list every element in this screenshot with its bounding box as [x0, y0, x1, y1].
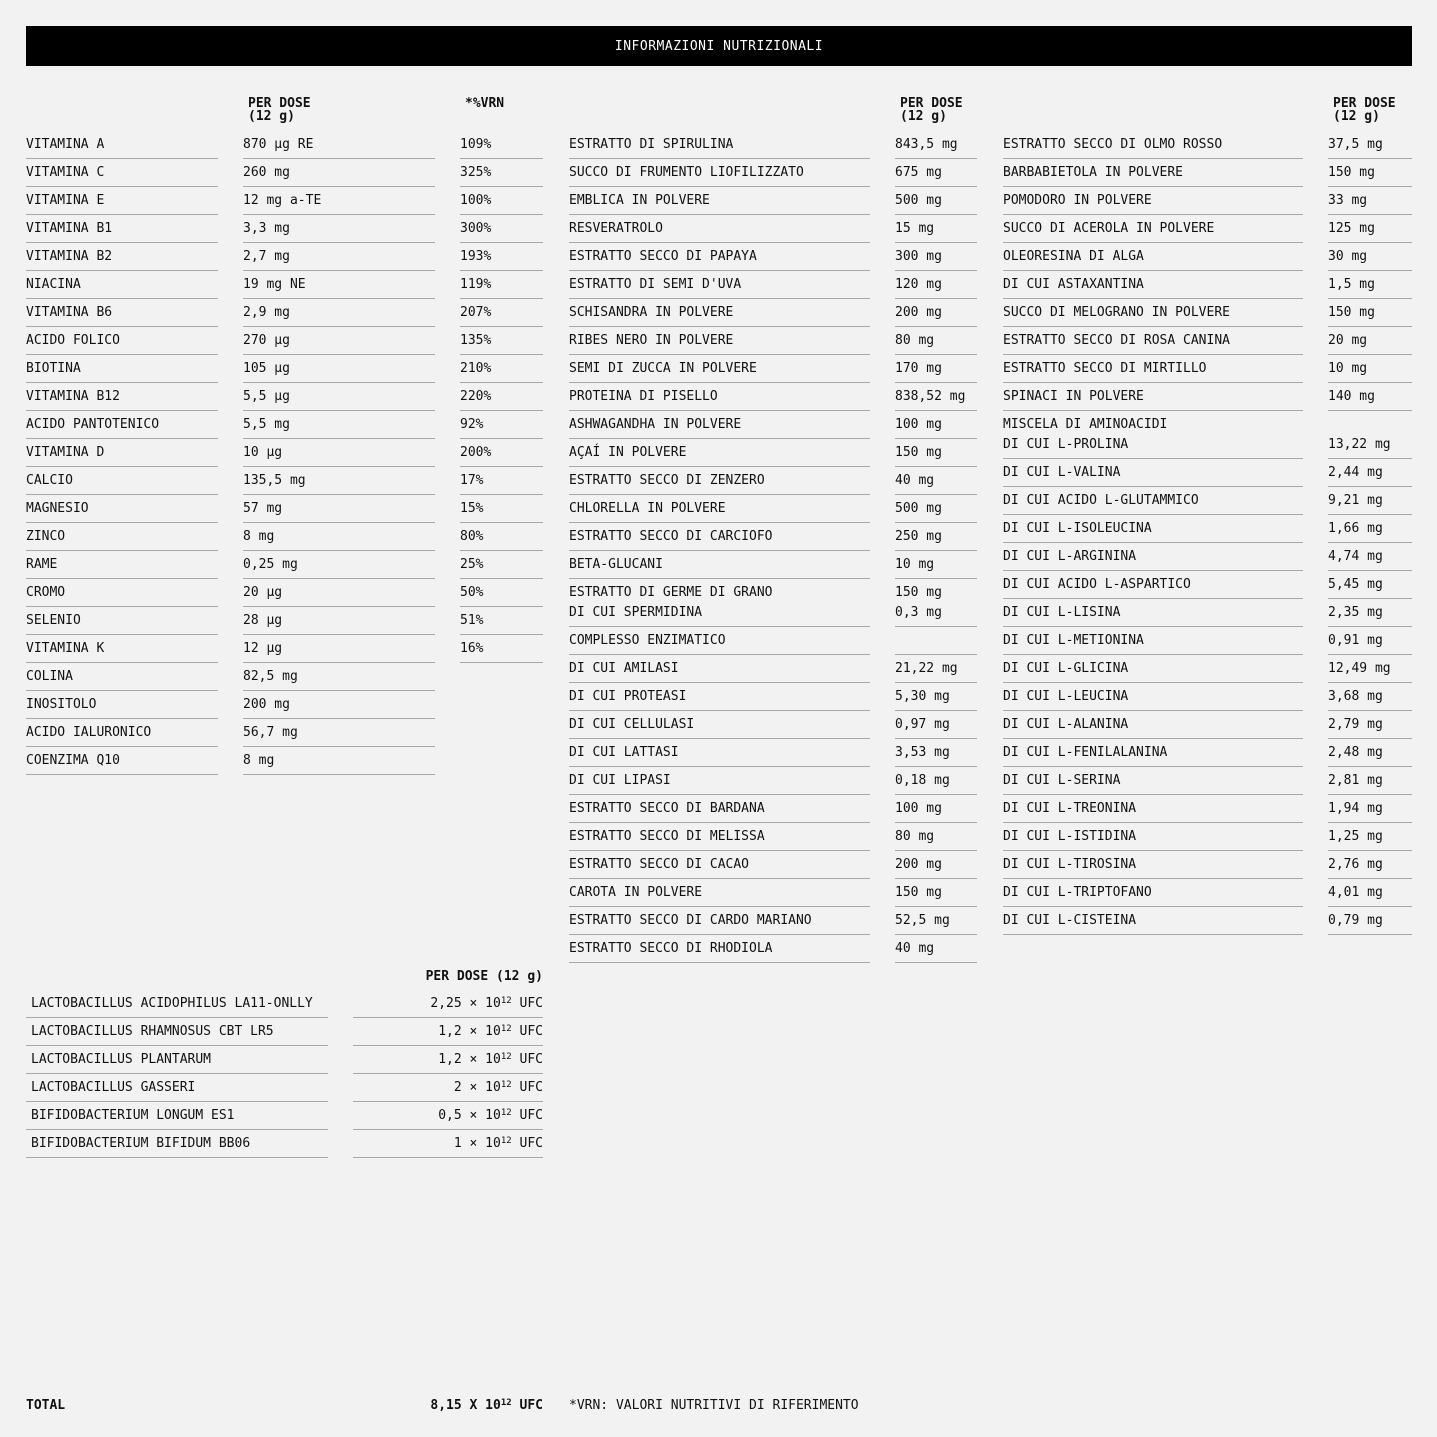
ingredient-dose: 1,94 mg	[1328, 795, 1412, 823]
nutrient-vrn: 16%	[460, 635, 543, 663]
ingredient-name: DI CUI LIPASI	[569, 767, 870, 795]
col1-vrn-header: *%VRN	[465, 96, 505, 111]
nutrient-vrn: 15%	[460, 495, 543, 523]
ingredient-dose: 150 mg	[895, 439, 977, 467]
nutrient-dose: 2,9 mg	[243, 299, 435, 327]
nutrient-dose: 270 µg	[243, 327, 435, 355]
nutrient-name: VITAMINA C	[26, 159, 218, 187]
probiotic-name: BIFIDOBACTERIUM BIFIDUM BB06	[26, 1130, 328, 1158]
ingredient-dose: 10 mg	[895, 551, 977, 579]
ingredient-dose: 52,5 mg	[895, 907, 977, 935]
ingredient-dose: 20 mg	[1328, 327, 1412, 355]
nutrient-vrn: 100%	[460, 187, 543, 215]
nutrient-name: MAGNESIO	[26, 495, 218, 523]
nutrient-name: INOSITOLO	[26, 691, 218, 719]
ingredient-dose: 300 mg	[895, 243, 977, 271]
ingredient-name: ESTRATTO DI GERME DI GRANO DI CUI SPERMIDINA	[569, 579, 870, 627]
ingredient-name: SCHISANDRA IN POLVERE	[569, 299, 870, 327]
ingredient-dose: 0,18 mg	[895, 767, 977, 795]
nutrient-dose: 82,5 mg	[243, 663, 435, 691]
ingredient-name: ASHWAGANDHA IN POLVERE	[569, 411, 870, 439]
ingredient-dose: 5,30 mg	[895, 683, 977, 711]
ingredient-name: SPINACI IN POLVERE	[1003, 383, 1303, 411]
ingredient-dose: 2,76 mg	[1328, 851, 1412, 879]
nutrient-name: COENZIMA Q10	[26, 747, 218, 775]
ingredient-name: PROTEINA DI PISELLO	[569, 383, 870, 411]
nutrient-vrn: 200%	[460, 439, 543, 467]
probiotic-name: LACTOBACILLUS GASSERI	[26, 1074, 328, 1102]
nutrient-vrn: 51%	[460, 607, 543, 635]
ingredient-dose: 5,45 mg	[1328, 571, 1412, 599]
ingredient-name: CHLORELLA IN POLVERE	[569, 495, 870, 523]
ingredient-dose: 140 mg	[1328, 383, 1412, 411]
ingredient-name: DI CUI ACIDO L-GLUTAMMICO	[1003, 487, 1303, 515]
ingredient-name: SUCCO DI MELOGRANO IN POLVERE	[1003, 299, 1303, 327]
ingredient-dose: 1,66 mg	[1328, 515, 1412, 543]
ingredient-name: DI CUI L-LISINA	[1003, 599, 1303, 627]
nutrient-dose: 8 mg	[243, 747, 435, 775]
total-value: 8,15 X $10^{12}$ UFC	[430, 1398, 543, 1413]
ingredient-dose: 12,49 mg	[1328, 655, 1412, 683]
nutrient-name: VITAMINA A	[26, 131, 218, 159]
ingredient-name: DI CUI L-GLICINA	[1003, 655, 1303, 683]
nutrient-dose: 260 mg	[243, 159, 435, 187]
ingredient-name: CAROTA IN POLVERE	[569, 879, 870, 907]
nutrient-name: VITAMINA B1	[26, 215, 218, 243]
nutrient-dose: 12 mg a-TE	[243, 187, 435, 215]
ingredient-name: ESTRATTO SECCO DI MIRTILLO	[1003, 355, 1303, 383]
nutrient-name: ACIDO FOLICO	[26, 327, 218, 355]
col2-dose-header: PER DOSE (12 g)	[900, 96, 963, 124]
nutrient-dose: 135,5 mg	[243, 467, 435, 495]
ingredient-dose: 675 mg	[895, 159, 977, 187]
nutrient-name: RAME	[26, 551, 218, 579]
ingredient-dose: 15 mg	[895, 215, 977, 243]
ingredient-name: ESTRATTO SECCO DI ZENZERO	[569, 467, 870, 495]
ingredient-dose: 80 mg	[895, 327, 977, 355]
nutrient-dose: 200 mg	[243, 691, 435, 719]
nutrient-dose: 10 µg	[243, 439, 435, 467]
nutrient-dose: 56,7 mg	[243, 719, 435, 747]
nutrient-vrn: 25%	[460, 551, 543, 579]
ingredient-dose: 3,53 mg	[895, 739, 977, 767]
ingredient-dose: 33 mg	[1328, 187, 1412, 215]
nutrient-name: BIOTINA	[26, 355, 218, 383]
ingredient-name: MISCELA DI AMINOACIDI DI CUI L-PROLINA	[1003, 411, 1303, 459]
ingredient-name: AÇAÍ IN POLVERE	[569, 439, 870, 467]
nutrient-vrn: 300%	[460, 215, 543, 243]
probiotic-dose: $2 \times 10^{12}$ UFC	[353, 1074, 543, 1102]
nutrient-dose: 5,5 µg	[243, 383, 435, 411]
ingredient-name: DI CUI L-VALINA	[1003, 459, 1303, 487]
ingredient-dose: 0,97 mg	[895, 711, 977, 739]
total-label: TOTAL	[26, 1398, 66, 1413]
ingredient-name: ESTRATTO SECCO DI CARDO MARIANO	[569, 907, 870, 935]
ingredient-name: DI CUI AMILASI	[569, 655, 870, 683]
nutrient-dose: 870 µg RE	[243, 131, 435, 159]
nutrient-name: COLINA	[26, 663, 218, 691]
probiotic-name: LACTOBACILLUS RHAMNOSUS CBT LR5	[26, 1018, 328, 1046]
ingredient-name: DI CUI LATTASI	[569, 739, 870, 767]
ingredient-name: DI CUI L-SERINA	[1003, 767, 1303, 795]
ingredient-name: BETA-GLUCANI	[569, 551, 870, 579]
ingredient-dose: 500 mg	[895, 187, 977, 215]
ingredient-name: DI CUI L-TREONINA	[1003, 795, 1303, 823]
nutrient-name: ZINCO	[26, 523, 218, 551]
ingredient-dose: 838,52 mg	[895, 383, 977, 411]
ingredient-dose	[895, 627, 977, 655]
ingredient-name: SUCCO DI ACEROLA IN POLVERE	[1003, 215, 1303, 243]
ingredient-name: DI CUI L-ISOLEUCINA	[1003, 515, 1303, 543]
ingredient-dose: 1,25 mg	[1328, 823, 1412, 851]
nutrient-dose: 12 µg	[243, 635, 435, 663]
nutrient-name: VITAMINA E	[26, 187, 218, 215]
ingredient-name: EMBLICA IN POLVERE	[569, 187, 870, 215]
ingredient-dose: 500 mg	[895, 495, 977, 523]
ingredient-dose: 120 mg	[895, 271, 977, 299]
ingredient-name: DI CUI L-ALANINA	[1003, 711, 1303, 739]
nutrient-dose: 28 µg	[243, 607, 435, 635]
probiotic-dose: $1,2 \times 10^{12}$ UFC	[353, 1018, 543, 1046]
probiotics-dose-header: PER DOSE (12 g)	[425, 969, 543, 984]
nutrient-vrn: 109%	[460, 131, 543, 159]
page-title	[26, 26, 1412, 66]
ingredient-name: ESTRATTO SECCO DI BARDANA	[569, 795, 870, 823]
ingredient-name: RESVERATROLO	[569, 215, 870, 243]
ingredient-name: ESTRATTO SECCO DI CARCIOFO	[569, 523, 870, 551]
ingredient-name: DI CUI ASTAXANTINA	[1003, 271, 1303, 299]
nutrient-name: VITAMINA B6	[26, 299, 218, 327]
nutrient-vrn: 210%	[460, 355, 543, 383]
nutrient-name: VITAMINA D	[26, 439, 218, 467]
nutrient-name: CALCIO	[26, 467, 218, 495]
ingredient-name: ESTRATTO SECCO DI OLMO ROSSO	[1003, 131, 1303, 159]
nutrient-vrn: 92%	[460, 411, 543, 439]
ingredient-dose: 4,01 mg	[1328, 879, 1412, 907]
nutrient-dose: 20 µg	[243, 579, 435, 607]
ingredient-dose: 40 mg	[895, 467, 977, 495]
nutrient-name: NIACINA	[26, 271, 218, 299]
col3-dose-header: PER DOSE (12 g)	[1333, 96, 1396, 124]
nutrient-vrn: 207%	[460, 299, 543, 327]
nutrient-dose: 0,25 mg	[243, 551, 435, 579]
ingredient-name: DI CUI L-METIONINA	[1003, 627, 1303, 655]
ingredient-name: DI CUI L-ARGININA	[1003, 543, 1303, 571]
ingredient-name: RIBES NERO IN POLVERE	[569, 327, 870, 355]
nutrient-name: VITAMINA K	[26, 635, 218, 663]
ingredient-dose: 40 mg	[895, 935, 977, 963]
ingredient-name: SEMI DI ZUCCA IN POLVERE	[569, 355, 870, 383]
ingredient-dose: 100 mg	[895, 411, 977, 439]
ingredient-dose: 10 mg	[1328, 355, 1412, 383]
nutrient-vrn: 50%	[460, 579, 543, 607]
nutrient-vrn: 135%	[460, 327, 543, 355]
nutrient-dose: 105 µg	[243, 355, 435, 383]
ingredient-dose: 0,79 mg	[1328, 907, 1412, 935]
vrn-note: *VRN: VALORI NUTRITIVI DI RIFERIMENTO	[569, 1398, 859, 1413]
ingredient-dose: 0,91 mg	[1328, 627, 1412, 655]
ingredient-dose: 30 mg	[1328, 243, 1412, 271]
ingredient-dose: 843,5 mg	[895, 131, 977, 159]
probiotic-dose: $1,2 \times 10^{12}$ UFC	[353, 1046, 543, 1074]
ingredient-name: ESTRATTO SECCO DI PAPAYA	[569, 243, 870, 271]
col1-dose-header: PER DOSE (12 g)	[248, 96, 311, 124]
ingredient-dose: 170 mg	[895, 355, 977, 383]
ingredient-dose: 150 mg	[1328, 299, 1412, 327]
ingredient-name: POMODORO IN POLVERE	[1003, 187, 1303, 215]
ingredient-name: DI CUI L-ISTIDINA	[1003, 823, 1303, 851]
probiotic-dose: $0,5 \times 10^{12}$ UFC	[353, 1102, 543, 1130]
ingredient-name: DI CUI L-TIROSINA	[1003, 851, 1303, 879]
probiotic-name: BIFIDOBACTERIUM LONGUM ES1	[26, 1102, 328, 1130]
nutrient-dose: 5,5 mg	[243, 411, 435, 439]
nutrient-name: VITAMINA B2	[26, 243, 218, 271]
nutrient-vrn: 220%	[460, 383, 543, 411]
nutrient-vrn: 119%	[460, 271, 543, 299]
ingredient-name: OLEORESINA DI ALGA	[1003, 243, 1303, 271]
probiotic-dose: $1 \times 10^{12}$ UFC	[353, 1130, 543, 1158]
ingredient-dose: 4,74 mg	[1328, 543, 1412, 571]
ingredient-dose: 2,44 mg	[1328, 459, 1412, 487]
ingredient-name: ESTRATTO SECCO DI RHODIOLA	[569, 935, 870, 963]
ingredient-dose: 13,22 mg	[1328, 411, 1412, 459]
ingredient-name: DI CUI PROTEASI	[569, 683, 870, 711]
nutrient-dose: 8 mg	[243, 523, 435, 551]
ingredient-dose: 37,5 mg	[1328, 131, 1412, 159]
nutrient-dose: 3,3 mg	[243, 215, 435, 243]
nutrient-name: ACIDO PANTOTENICO	[26, 411, 218, 439]
ingredient-dose: 80 mg	[895, 823, 977, 851]
ingredient-dose: 2,79 mg	[1328, 711, 1412, 739]
ingredient-name: ESTRATTO DI SPIRULINA	[569, 131, 870, 159]
ingredient-name: DI CUI L-TRIPTOFANO	[1003, 879, 1303, 907]
nutrient-name: VITAMINA B12	[26, 383, 218, 411]
ingredient-name: BARBABIETOLA IN POLVERE	[1003, 159, 1303, 187]
ingredient-dose: 2,35 mg	[1328, 599, 1412, 627]
nutrient-name: CROMO	[26, 579, 218, 607]
nutrient-vrn: 80%	[460, 523, 543, 551]
ingredient-dose: 250 mg	[895, 523, 977, 551]
ingredient-dose: 100 mg	[895, 795, 977, 823]
probiotic-dose: $2,25 \times 10^{12}$ UFC	[353, 990, 543, 1018]
nutrient-dose: 19 mg NE	[243, 271, 435, 299]
ingredient-name: COMPLESSO ENZIMATICO	[569, 627, 870, 655]
ingredient-dose: 2,48 mg	[1328, 739, 1412, 767]
ingredient-name: SUCCO DI FRUMENTO LIOFILIZZATO	[569, 159, 870, 187]
ingredient-dose: 9,21 mg	[1328, 487, 1412, 515]
ingredient-dose: 3,68 mg	[1328, 683, 1412, 711]
ingredient-name: DI CUI ACIDO L-ASPARTICO	[1003, 571, 1303, 599]
nutrient-dose: 2,7 mg	[243, 243, 435, 271]
ingredient-name: ESTRATTO DI SEMI D'UVA	[569, 271, 870, 299]
nutrient-dose: 57 mg	[243, 495, 435, 523]
ingredient-name: DI CUI CELLULASI	[569, 711, 870, 739]
ingredient-dose: 125 mg	[1328, 215, 1412, 243]
ingredient-dose: 150 mg 0,3 mg	[895, 579, 977, 627]
ingredient-dose: 150 mg	[1328, 159, 1412, 187]
ingredient-name: DI CUI L-LEUCINA	[1003, 683, 1303, 711]
ingredient-name: ESTRATTO SECCO DI MELISSA	[569, 823, 870, 851]
ingredient-dose: 2,81 mg	[1328, 767, 1412, 795]
ingredient-name: DI CUI L-CISTEINA	[1003, 907, 1303, 935]
ingredient-dose: 200 mg	[895, 299, 977, 327]
ingredient-dose: 1,5 mg	[1328, 271, 1412, 299]
ingredient-dose: 200 mg	[895, 851, 977, 879]
nutrient-name: ACIDO IALURONICO	[26, 719, 218, 747]
probiotic-name: LACTOBACILLUS ACIDOPHILUS LA11-ONLLY	[26, 990, 328, 1018]
ingredient-name: ESTRATTO SECCO DI CACAO	[569, 851, 870, 879]
page-title-text: INFORMAZIONI NUTRIZIONALI	[614, 38, 824, 54]
nutrient-vrn: 193%	[460, 243, 543, 271]
ingredient-name: DI CUI L-FENILALANINA	[1003, 739, 1303, 767]
ingredient-dose: 21,22 mg	[895, 655, 977, 683]
nutrient-vrn: 17%	[460, 467, 543, 495]
probiotic-name: LACTOBACILLUS PLANTARUM	[26, 1046, 328, 1074]
nutrient-name: SELENIO	[26, 607, 218, 635]
nutrient-vrn: 325%	[460, 159, 543, 187]
ingredient-name: ESTRATTO SECCO DI ROSA CANINA	[1003, 327, 1303, 355]
ingredient-dose: 150 mg	[895, 879, 977, 907]
